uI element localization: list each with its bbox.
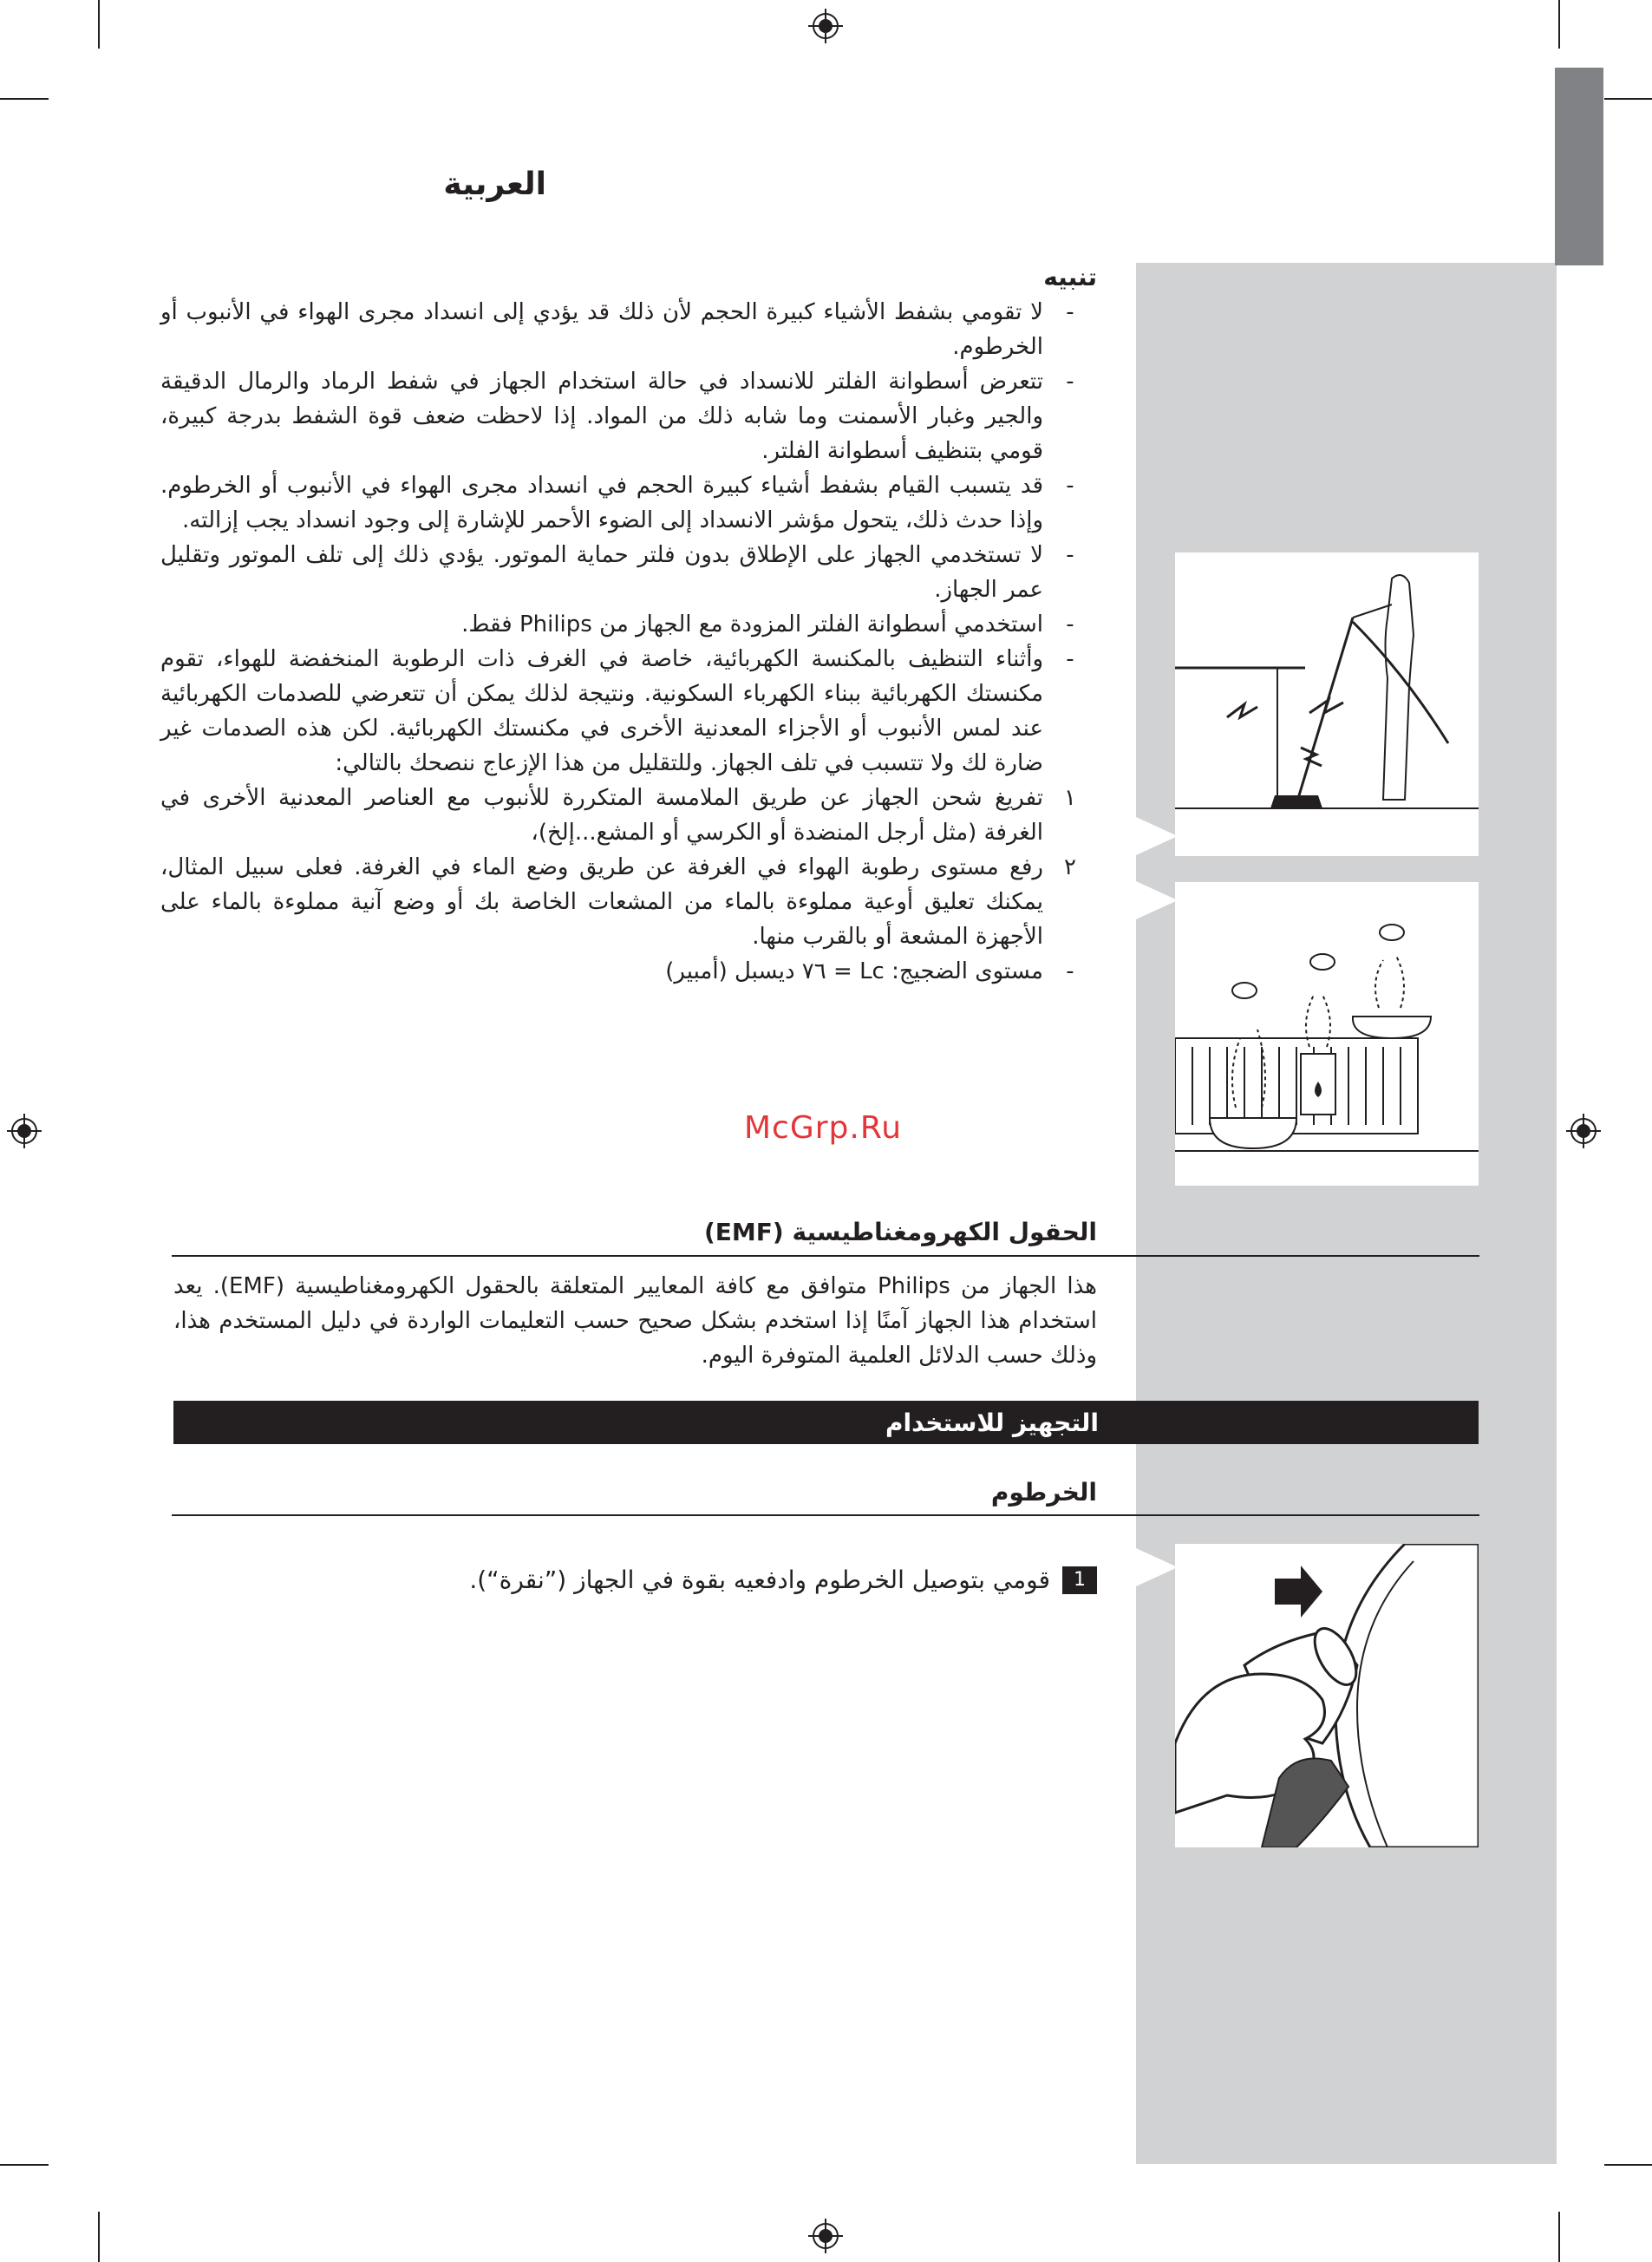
list-item [160, 781, 1097, 850]
registration-mark-icon [808, 9, 843, 43]
list-marker: - [1066, 646, 1074, 672]
list-text: مستوى الضجيج: Lc = ٧٦ ديسبل (أمبير) [665, 958, 1043, 984]
preparing-heading: التجهيز للاستخدام [885, 1409, 1099, 1437]
registration-mark-icon [7, 1114, 42, 1148]
list-item [160, 364, 1097, 468]
caution-heading: تنبيه [1043, 263, 1097, 291]
list-marker: - [1066, 542, 1074, 568]
list-item [160, 468, 1097, 538]
caution-section [160, 260, 1097, 989]
list-marker: ١ [1064, 785, 1076, 811]
crop-mark [98, 2212, 100, 2262]
list-item [160, 538, 1097, 607]
crop-mark [1604, 2164, 1652, 2166]
list-marker: - [1066, 611, 1074, 637]
emf-body: هذا الجهاز من Philips متوافق مع كافة المعايير المتعلقة بالحقول الكهرومغناطيسية (EMF). يعد استخدام هذا الجهاز آمنًا إذا استخدم بشكل صحيح حسب التعليمات الواردة في دليل المستخدم هذا، وذلك حسب الدلائل العلمية المتوفرة اليوم. [173, 1273, 1097, 1369]
section-bar [173, 1401, 1479, 1444]
section-divider [172, 1255, 1479, 1257]
list-text: وأثناء التنظيف بالمكنسة الكهربائية، خاصة في الغرف ذات الرطوبة المنخفضة للهواء، تقوم مكنستك الكهربائية ببناء الكهرباء السكونية. ونتيجة لذلك يمكن أن تتعرضي للصدمات الكهربائية عند لمس الأنبوب أو الأجزاء المعدنية الأخرى في مكنستك الكهربائية. لكن هذه الصدمات غير ضارة لك ولا تتسبب في تلف الجهاز. وللتقليل من هذا الإزعاج ننصحك بالتالي: [160, 646, 1043, 776]
list-text: استخدمي أسطوانة الفلتر المزودة مع الجهاز من Philips فقط. [461, 611, 1043, 637]
pointer-arrow [1136, 1548, 1178, 1586]
section-divider [172, 1514, 1479, 1516]
list-marker: - [1066, 299, 1074, 325]
list-item [160, 607, 1097, 642]
illustration-hose-connect [1175, 1544, 1479, 1847]
list-marker: ٢ [1064, 854, 1076, 880]
crop-mark [1604, 98, 1652, 100]
hose-click-icon [1175, 1544, 1479, 1847]
illustration-humidity [1175, 882, 1479, 1186]
radiator-water-icon [1175, 882, 1479, 1186]
emf-heading: الحقول الكهرومغناطيسية (EMF) [704, 1218, 1097, 1246]
list-marker: - [1066, 369, 1074, 395]
crop-mark [1558, 0, 1560, 49]
watermark: McGrp.Ru [744, 1110, 903, 1146]
list-text: رفع مستوى رطوبة الهواء في الغرفة عن طريق وضع الماء في الغرفة. فعلى سبيل المثال، يمكنك تعليق أوعية مملوءة بالماء من المشعات الخاصة بك أو وضع آنية مملوءة بالماء على الأجهزة المشعة أو بالقرب منها. [160, 854, 1043, 950]
list-text: تفريغ شحن الجهاز عن طريق الملامسة المتكررة للأنبوب مع العناصر المعدنية الأخرى في الغرفة (مثل أرجل المنضدة أو الكرسي أو المشع...إلخ)، [160, 785, 1043, 846]
crop-mark [0, 98, 49, 100]
step-item [469, 1566, 1097, 1594]
illustration-static-shock [1175, 552, 1479, 856]
list-item [160, 295, 1097, 364]
pointer-arrow [1136, 817, 1178, 855]
list-marker: - [1066, 473, 1074, 499]
list-text: لا تستخدمي الجهاز على الإطلاق بدون فلتر حماية الموتور. يؤدي ذلك إلى تلف الموتور وتقليل عمر الجهاز. [160, 542, 1043, 603]
step-number: 1 [1062, 1566, 1097, 1594]
list-text: تتعرض أسطوانة الفلتر للانسداد في حالة استخدام الجهاز في شفط الرماد والرمال الدقيقة والجير وغبار الأسمنت وما شابه ذلك من المواد. إذا لاحظت ضعف قوة الشفط بدرجة كبيرة، قومي بتنظيف أسطوانة الفلتر. [160, 369, 1043, 464]
list-text: قد يتسبب القيام بشفط أشياء كبيرة الحجم في انسداد مجرى الهواء في الأنبوب أو الخرطوم. وإذا حدث ذلك، يتحول مؤشر الانسداد إلى الضوء الأحمر للإشارة إلى وجود انسداد يجب إزالته. [160, 473, 1043, 533]
step-text: قومي بتوصيل الخرطوم وادفعيه بقوة في الجهاز (”نقرة“). [469, 1566, 1050, 1594]
list-text: لا تقومي بشفط الأشياء كبيرة الحجم لأن ذلك قد يؤدي إلى انسداد مجرى الهواء في الأنبوب أو الخرطوم. [160, 299, 1043, 360]
crop-mark [1558, 2212, 1560, 2262]
side-column [1136, 263, 1557, 2164]
list-item [160, 642, 1097, 781]
crop-mark [0, 2164, 49, 2166]
pointer-arrow [1136, 881, 1178, 919]
vacuum-user-icon [1175, 552, 1479, 856]
page-title: العربية [443, 167, 546, 202]
registration-mark-icon [1566, 1114, 1601, 1148]
registration-mark-icon [808, 2219, 843, 2253]
language-tab [1555, 68, 1603, 265]
list-item [160, 850, 1097, 954]
list-marker: - [1066, 958, 1074, 984]
hose-heading: الخرطوم [990, 1478, 1097, 1507]
list-item [160, 954, 1097, 989]
crop-mark [98, 0, 100, 49]
